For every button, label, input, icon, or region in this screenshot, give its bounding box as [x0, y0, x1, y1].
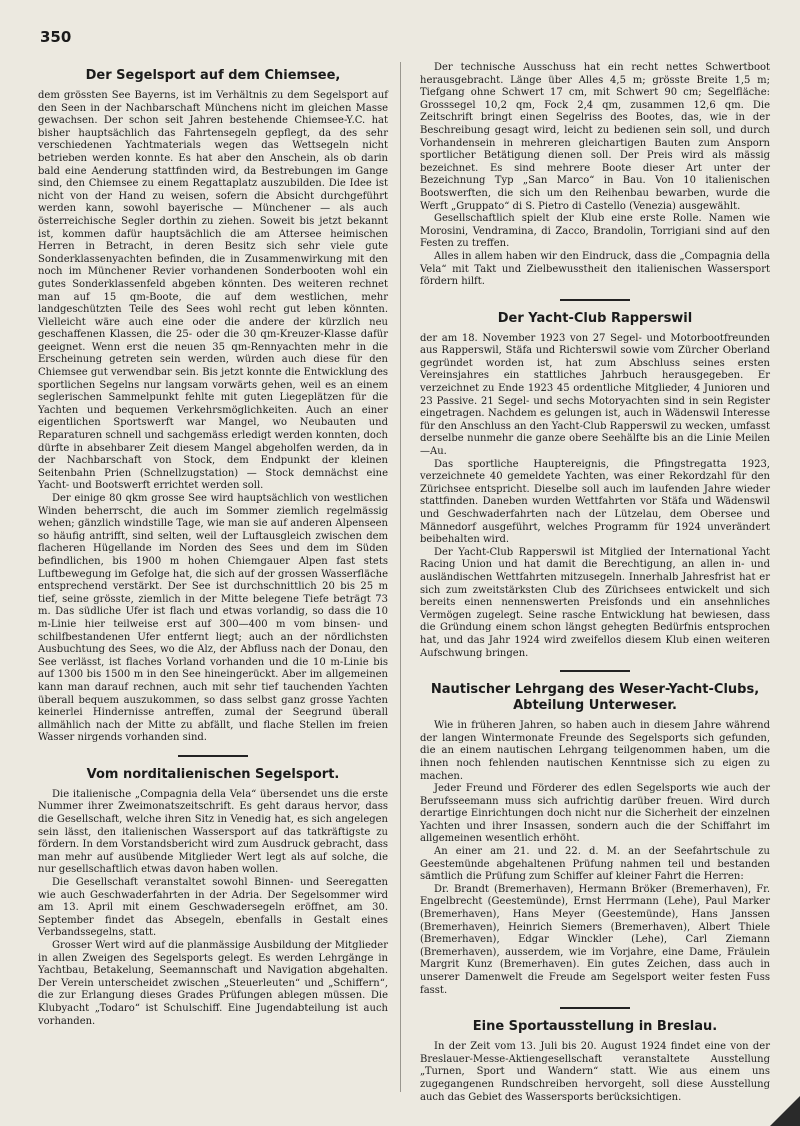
- article-title-chiemsee: Der Segelsport auf dem Chiemsee,: [85, 68, 341, 83]
- left-column: [38, 62, 388, 1028]
- article-title-rapperswil: Der Yacht-Club Rapperswil: [497, 310, 693, 326]
- article-paragraph: In der Zeit vom 13. Juli bis 20. August 1924 findet eine von der Breslauer-Messe-Aktiengesellschaft veranstaltete Ausstellung „Turnen, Sport und Wandern“ statt. Wie aus einem uns zugegangenen Rundschreiben hervorgeht, soll diese Ausstellung auch das Gebiet des Wassersports berücksichtigen.: [420, 1041, 770, 1103]
- article-paragraph: Der technische Ausschuss hat ein recht nettes Schwertboot herausgebracht. Länge über Alles 4,5 m; grösste Breite 1,5 m; Tiefgang ohne Schwert 17 cm, mit Schwert 90 cm; Segelfläche: Grosssegel 10,2 qm, Fock 2,4 qm, zusammen 12,6 qm. Die Zeitschrift bringt einen Segelriss des Bootes, das, wie in der Beschreibung gesagt wird, leicht zu bedienen sein soll, und durch Vorhandensein in mehreren gleichartigen Bauten zum Ansporn sportlicher Betätigung dienen soll. Der Preis wird als mässig bezeichnet. Es sind mehrere Boote dieser Art unter der Bezeichnung Typ „San Marco“ in Bau. Von 10 italienischen Bootswerften, die sich um den Reihenbau bewarben, wurde die Werft „Gruppato“ di S. Pietro di Castello (Venezia) ausgewählt.: [420, 62, 770, 212]
- article-paragraph: Grosser Wert wird auf die planmässige Ausbildung der Mitglieder in allen Zweigen des Segelsports gelegt. Es werden Lehrgänge in Yachtbau, Betakelung, Seemannschaft und Navigation abgehalten. Der Verein unterscheidet zwischen „Steuerleuten“ und „Schiffern“, die zur Erlangung dieses Grades Prüfungen ablegen müssen. Die Klubyacht „Todaro“ ist Schulschiff. Eine Jugendabteilung ist auch vorhanden.: [38, 940, 388, 1027]
- section-separator: [560, 670, 630, 672]
- article-paragraph: Die Gesellschaft veranstaltet sowohl Binnen- und Seeregatten wie auch Geschwaderfahrten in der Adria. Der Segelsommer wird am 13. April mit einem Geschwadersegeln eröffnet, am 30. September findet das Absegeln, ebenfalls in Gestalt eines Verbandssegelns, statt.: [38, 877, 388, 939]
- article-paragraph: Wie in früheren Jahren, so haben auch in diesem Jahre während der langen Wintermonate Freunde des Segelsports sich gefunden, die an einem nautischen Lehrgang teilgenommen haben, um die ihnen noch fehlenden nautischen Kenntnisse sich zu eigen zu machen.: [420, 720, 770, 782]
- article-paragraph: Der einige 80 qkm grosse See wird hauptsächlich von westlichen Winden beherrscht, die auch im Sommer ziemlich regelmässig wehen; gänzlich windstille Tage, wie man sie auf anderen Alpenseen so häufig antrifft, sind selten, weil der Luftausgleich zwischen dem flacheren Hügellande im Norden des Sees und dem im Süden befindlichen, bis 1900 m hohen Chiemgauer Alpen fast stets Luftbewegung im Gefolge hat, die sich auf der grossen Wasserfläche entsprechend verstärkt. Der See ist durchschnittlich 20 bis 25 m tief, seine grösste, ziemlich in der Mitte belegene Tiefe beträgt 73 m. Das südliche Ufer ist flach und etwas vorlandig, so dass die 10 m-Linie hier teilweise erst auf 300—400 m vom binsen- und schilfbestandenen Ufer entfernt liegt; auch an der nördlichsten Ausbuchtung des Sees, wo die Alz, der Abfluss nach der Donau, den See verlässt, ist flaches Vorland vorhanden und die 10 m-Linie bis auf 1300 bis 1500 m in den See hineingerückt. Aber im allgemeinen kann man darauf rechnen, auch mit sehr tief tauchenden Yachten überall bequem auszukommen, so dass selbst ganz grosse Yachten keinerlei Hindernisse antreffen, zumal der Seegrund überall allmählich nach der Mitte zu abfällt, und flache Stellen im freien Wasser nirgends vorhanden sind.: [38, 493, 388, 744]
- article-paragraph: Der Yacht-Club Rapperswil ist Mitglied der International Yacht Racing Union und hat damit die Berechtigung, an allen in- und ausländischen Wettfahrten mitzusegeln. Innerhalb Jahresfrist hat er sich zum zweitstärksten Club des Zürichsees entwickelt und sich bereits einen nennenswerten Preisfonds und ein ansehnliches Vermögen zugelegt. Seine rasche Entwicklung hat bewiesen, dass die Gründung einem schon längst gehegten Bedürfnis entsprochen hat, und das Jahr 1924 wird zweifellos diesem Klub einen weiteren Aufschwung bringen.: [420, 546, 770, 659]
- article-paragraph: Dr. Brandt (Bremerhaven), Hermann Bröker (Bremerhaven), Fr. Engelbrecht (Geestemünde), Ernst Herrmann (Lehe), Paul Marker (Bremerhaven), Hans Meyer (Geestemünde), Hans Janssen (Bremerhaven), Heinrich Siemers (Bremerhaven), Albert Thiele (Bremerhaven), Edgar Winckler (Lehe), Carl Ziemann (Bremerhaven), ausserdem, wie im Vorjahre, eine Dame, Fräulein Margrit Kunz (Bremerhaven). Ein gutes Zeichen, dass auch in unserer Damenwelt die Freude am Segelsport weiter festen Fuss fasst.: [420, 883, 770, 996]
- article-paragraph: der am 18. November 1923 von 27 Segel- und Motorbootfreunden aus Rapperswil, Stäfa und Richterswil sowie vom Zürcher Oberland gegründet worden ist, hat zum Abschluss seines ersten Vereinsjahres ein stattliches Jahrbuch herausgegeben. Er verzeichnet zu Ende 1923 45 ordentliche Mitglieder, 4 Junioren und 23 Passive. 21 Segel- und sechs Motoryachten sind in sein Register eingetragen. Nachdem es gelungen ist, auch in Wädenswil Interesse für den Anschluss an den Yacht-Club Rapperswil zu wecken, umfasst derselbe nunmehr die ganze obere Seehälfte bis an die Linie Meilen—Au.: [420, 332, 770, 458]
- article-title-norditalien: Vom norditalienischen Segelsport.: [86, 766, 340, 782]
- article-title-breslau: Eine Sportausstellung in Breslau.: [472, 1019, 718, 1035]
- section-separator: [178, 755, 248, 757]
- article-paragraph: Jeder Freund und Förderer des edlen Segelsports wie auch der Berufsseemann muss sich aufrichtig darüber freuen. Wird durch derartige Einrichtungen doch nicht nur die Sicherheit der einzelnen Yachten und ihrer Insassen, sondern auch die der Schiffahrt im allgemeinen wesentlich erhöht.: [420, 783, 770, 845]
- article-paragraph: Alles in allem haben wir den Eindruck, dass die „Compagnia della Vela“ mit Takt und Zielbewusstheit den italienischen Wassersport fördern hilft.: [420, 250, 770, 288]
- scan-corner-mark: [770, 1096, 800, 1126]
- column-divider: [400, 62, 401, 1092]
- page-number: 350: [40, 28, 72, 46]
- article-paragraph: Das sportliche Hauptereignis, die Pfingstregatta 1923, verzeichnete 40 gemeldete Yachten, was einer Rekordzahl für den Zürichsee entspricht. Dieselbe soll auch im laufenden Jahre wieder stattfinden. Daneben wurden Wettfahrten vor Stäfa und Wädenswil und Geschwaderfahrten nach der Lützelau, dem Obersee und Männedorf ausgeführt, welches Programm für 1924 unverändert beibehalten wird.: [420, 458, 770, 546]
- article-paragraph: Die italienische „Compagnia della Vela“ übersendet uns die erste Nummer ihrer Zweimonatszeitschrift. Es geht daraus hervor, dass die Gesellschaft, welche ihren Sitz in Venedig hat, es sich angelegen sein lässt, den italienischen Wassersport auf das tatkräftigste zu fördern. In dem Vorstandsbericht wird zum Ausdruck gebracht, dass man mehr auf ausübende Mitglieder Wert legt als auf solche, die nur gesellschaftlich etwas davon haben wollen.: [38, 788, 388, 876]
- section-separator: [560, 299, 630, 301]
- article-paragraph: dem grössten See Bayerns, ist im Verhältnis zu dem Segelsport auf den Seen in der Nachbarschaft Münchens nicht im gleichen Masse gewachsen. Der schon seit Jahren bestehende Chiemsee-Y.C. hat bisher hauptsächlich das Fahrtensegeln gepflegt, da des sehr verschiedenen Yachtmaterials wegen das Wettsegeln nicht betrieben werden konnte. Es hat aber den Anschein, als ob darin bald eine Aenderung stattfinden wird, da Bestrebungen im Gange sind, den Chiemsee zu einem Regattaplatz auszubilden. Die Idee ist nicht von der Hand zu weisen, sofern die Absicht durchgeführt werden kann, sowohl bayerische — Münchener — als auch österreichische Segler dorthin zu ziehen. Soweit bis jetzt bekannt ist, kommen dafür hauptsächlich die am Attersee heimischen Herren in Betracht, in deren Besitz sich sehr viele gute Sonderklassenyachten befinden, die in Zusammenwirkung mit den noch im Münchener Revier vorhandenen Sonderbooten wohl ein gutes Sonderklassenfeld abgeben könnten. Des weiteren rechnet man auf 15 qm-Boote, die auf dem westlichen, mehr landgeschützten Teile des Sees wohl recht gut leben könnten. Vielleicht wäre auch eine oder die andere der kürzlich neu geschaffenen Klassen, die 25- oder die 30 qm-Kreuzer-Klasse dafür geeignet. Wenn erst die neuen 35 qm-Rennyachten mehr in die Erscheinung getreten sein werden, würden auch diese für den Chiemsee gut verwendbar sein. Bis jetzt konnte die Entwicklung des sportlichen Segelns nur langsam vorwärts gehen, weil es an einem seglerischen Sammelpunkt fehlte mit guten Liegeplätzen für die Yachten und bequemen Verkehrsmöglichkeiten. Auch an einer eigentlichen Sportswerft war Mangel, wo Neubauten und Reparaturen schnell und sachgemäss erledigt werden konnten, doch dürfte in absehbarer Zeit diesem Mangel abgeholfen werden, da in der Nachbarschaft von Stock, dem Endpunkt der kleinen Seitenbahn Prien (Schnellzugstation) — Stock demnächst eine Yacht- und Bootswerft errichtet werden soll.: [38, 90, 388, 492]
- article-title-weser: Nautischer Lehrgang des Weser-Yacht-Clubs, Abteilung Unterweser.: [430, 682, 760, 714]
- article-paragraph: Gesellschaftlich spielt der Klub eine erste Rolle. Namen wie Morosini, Vendramina, di Zacco, Brandolin, Torrigiani sind auf den Festen zu treffen.: [420, 213, 770, 250]
- article-paragraph: An einer am 21. und 22. d. M. an der Seefahrtschule zu Geestemünde abgehaltenen Prüfung nahmen teil und bestanden sämtlich die Prüfung zum Schiffer auf kleiner Fahrt die Herren:: [420, 846, 770, 883]
- section-separator: [560, 1007, 630, 1009]
- right-column: [420, 62, 770, 1104]
